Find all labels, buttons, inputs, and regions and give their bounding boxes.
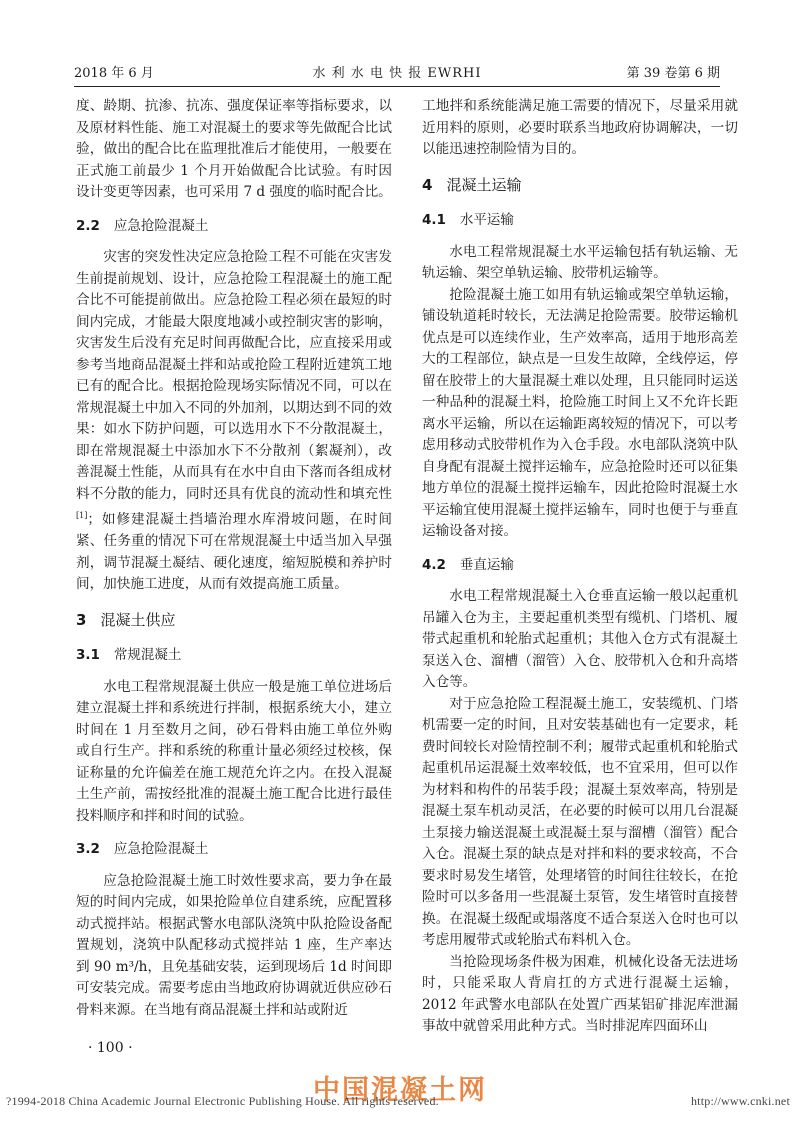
section-number: 4 (422, 175, 433, 194)
section-heading-3 (76, 610, 392, 632)
section-number: 4.1 (422, 212, 446, 228)
paragraph-continued: 度、龄期、抗渗、抗冻、强度保证率等指标要求，以及原材料性能、施工对混凝土的要求等先做配合比试验，做出的配合比在监理批准后才能使用，一般要在正式施工前最少 1 个月开始做配合比试验。有时因设计变更等因素，也可采用 7 d 强度的临时配合比。 (76, 98, 392, 200)
running-header (74, 62, 720, 87)
section-heading-3-2 (76, 839, 392, 861)
section-title: 混凝土供应 (100, 610, 176, 629)
paragraph-3-1: 水电工程常规混凝土供应一般是施工单位进场后建立混凝土拌和系统进行拌制，根据系统大小，建立时间在 1 月至数月之间，砂石骨料由施工单位外购或自行生产。拌和系统的称重计量必须经过校核，保证称量的允许偏差在施工规范允许之内。在投入混凝土生产前，需按经批准的混凝土施工配合比进行最佳投料顺序和拌和时间的试验。 (76, 678, 392, 824)
header-issue: 第 39 卷第 6 期 (626, 66, 720, 81)
paragraph-2-2 (76, 247, 392, 596)
section-title: 水平运输 (459, 212, 514, 228)
section-title: 应急抢险混凝土 (113, 841, 209, 858)
paragraph-continued: 工地拌和系统能满足施工需要的情况下，尽量采用就近用料的原则，必要时联系当地政府协调解决，一切以能迅速控制险情为目的。 (422, 98, 738, 157)
section-title: 垂直运输 (459, 556, 514, 573)
header-date: 2018 年 6 月 (74, 66, 154, 81)
paragraph-4-2-b: 对于应急抢险工程混凝土施工，安装缆机、门塔机需要一定的时间，且对安装基础也有一定要求，耗费时间较长对险情控制不利；履带式起重机和轮胎式起重机吊运混凝土效率较低，也不宜采用，但可以作为材料和构件的吊装手段；混凝土泵效率高，特别是混凝土泵车机动灵活，在必要的时候可以用几台混凝土泵接力输送混凝土或混凝土泵与溜槽（溜管）配合入仓。混凝土泵的缺点是对拌和料的要求较高，不合要求时易发生堵管，处理堵管的时间往往较长，在抢险时可以多备用一些混凝土泵管，发生堵管时直接替换。在混凝土级配或塌落度不适合泵送入仓时也可以考虑用履带式或轮胎式布料机入仓。 (422, 695, 738, 948)
right-column (422, 96, 738, 1038)
paragraph-text: 灾害的突发性决定应急抢险工程不可能在灾害发生前提前规划、设计，应急抢险工程混凝土的施工配合比不可能提前做出。应急抢险工程必须在最短的时间内完成，才能最大限度地减小或控制灾害的影响，灾害发生后没有充足时间再做配合比，应直接采用或参考当地商品混凝土拌和站或抢险工程附近建筑工地已有的配合比。根据抢险现场实际情况不同，可以在常规混凝土中加入不同的外加剂，以期达到不同的效果：如水下防护问题，可以选用水下不分散混凝土，即在常规混凝土中添加水下不分散剂（絮凝剂），改善混凝土性能，从而具有在水中自由下落而各组成材料不分散的能力，同时还具有优良的流动性和填充性 (76, 249, 392, 502)
section-number: 3.2 (76, 841, 100, 858)
paragraph-3-2: 应急抢险混凝土施工时效性要求高，要力争在最短的时间内完成，如果抢险单位自建系统，应配置移动式搅拌站。根据武警水电部队浇筑中队抢险设备配置规划，浇筑中队配移动式搅拌站 1 座，生产率达到 90 m³/h，且免基础安装，运到现场后 1d 时间即可安装完成。需要考虑由当地政府协调就近供应砂石骨料来源。在当地有商品混凝土拌和站或附近 (76, 872, 392, 1018)
footer-url: http://www.cnki.net (690, 1094, 790, 1108)
section-number: 3 (76, 610, 87, 629)
section-title: 混凝土运输 (446, 175, 522, 194)
page-number: · 100 · (88, 1040, 133, 1056)
site-watermark: 中国混凝土网 (313, 1075, 487, 1106)
header-journal-name: 水 利 水 电 快 报 EWRHI (312, 66, 482, 81)
section-heading-4-1 (422, 210, 738, 232)
paragraph-4-1-a: 水电工程常规混凝土水平运输包括有轨运输、无轨运输、架空单轨运输、胶带机运输等。 (422, 243, 738, 281)
section-heading-3-1 (76, 645, 392, 667)
section-number: 2.2 (76, 217, 100, 234)
copyright-footer (0, 1094, 800, 1114)
section-title: 常规混凝土 (113, 647, 182, 664)
section-number: 3.1 (76, 647, 100, 664)
citation-ref: [1] (76, 511, 88, 520)
section-heading-4-2 (422, 555, 738, 577)
paragraph-4-2-c: 当抢险现场条件极为困难，机械化设备无法进场时，只能采取人背肩扛的方式进行混凝土运输，2012 年武警水电部队在处置广西某铝矿排泥库泄漏事故中就曾采用此种方式。当时排泥库四面环山 (422, 953, 738, 1034)
section-title: 应急抢险混凝土 (113, 217, 209, 234)
section-heading-2-2 (76, 216, 392, 238)
paragraph-text: ；如修建混凝土挡墙治理水库滑坡问题，在时间紧、任务重的情况下可在常规混凝土中适当加入早强剂，调节混凝土凝结、硬化速度，缩短脱模和养护时间，加快施工进度，从而有效提高施工质量。 (76, 511, 392, 593)
paragraph-4-1-b: 抢险混凝土施工如用有轨运输或架空单轨运输，铺设轨道耗时较长，无法满足抢险需要。胶带运输机优点是可以连续作业，生产效率高，适用于地形高差大的工程部位，缺点是一旦发生故障，全线停运，停留在胶带上的大量混凝土难以处理，且只能同时运送一种品种的混凝土料，抢险施工时间上又不允许长距离水平运输，所以在运输距离较短的情况下，可以考虑用移动式胶带机作为入仓手段。水电部队浇筑中队自身配有混凝土搅拌运输车，应急抢险时还可以征集地方单位的混凝土搅拌运输车，因此抢险时混凝土水平运输宜使用混凝土搅拌运输车，同时也便于与垂直运输设备对接。 (422, 286, 738, 539)
section-heading-4 (422, 175, 738, 197)
section-number: 4.2 (422, 556, 446, 573)
paragraph-4-2-a: 水电工程常规混凝土入仓垂直运输一般以起重机吊罐入仓为主，主要起重机类型有缆机、门塔机、履带式起重机和轮胎式起重机；其他入仓方式有混凝土泵送入仓、溜槽（溜管）入仓、胶带机入仓和升高塔入仓等。 (422, 588, 738, 690)
left-column (76, 96, 392, 1021)
copyright-text: ?1994-2018 China Academic Journal Electronic Publishing House. All rights reserved. (6, 1094, 439, 1108)
